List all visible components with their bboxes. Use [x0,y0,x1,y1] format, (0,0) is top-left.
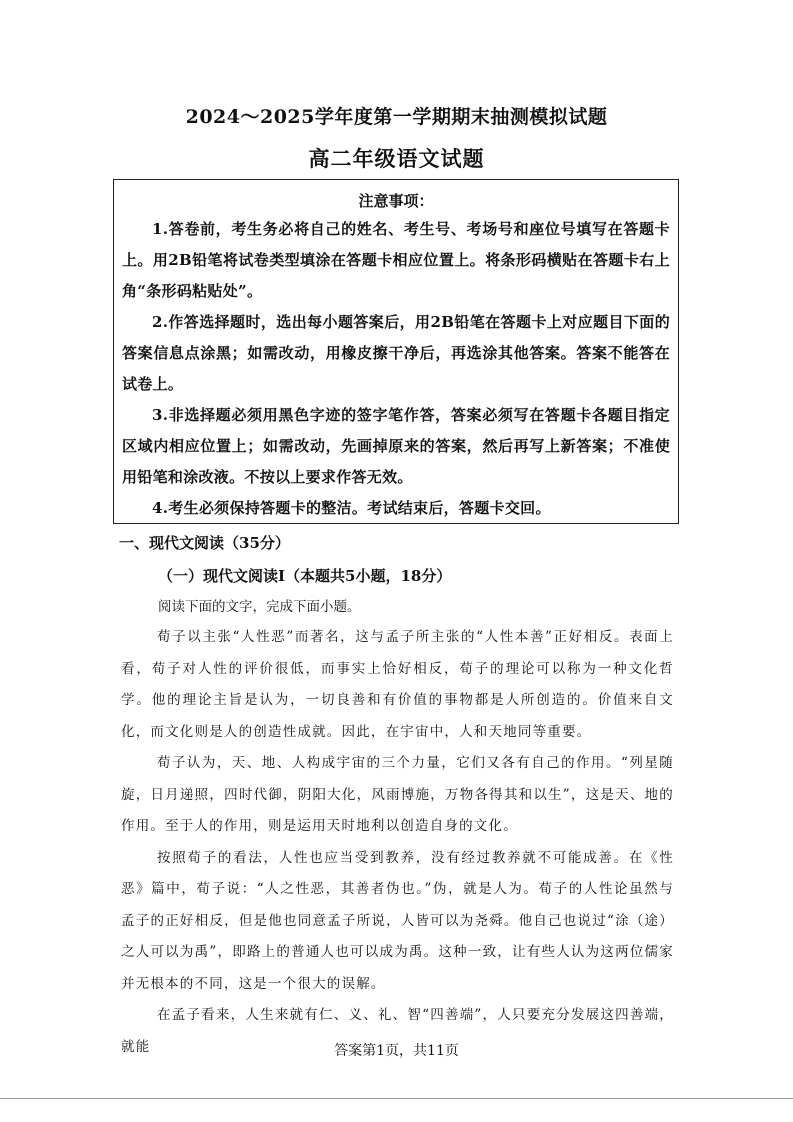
notice-box [113,179,679,524]
notice-item-2: 2.作答选择题时，选出每小题答案后，用2B铅笔在答题卡上对应题目下面的答案信息点涂黑；如需改动，用橡皮擦干净后，再选涂其他答案。答案不能答在试卷上。 [122,313,670,393]
section-heading: 一、现代文阅读（35分） [119,534,290,552]
subsection-heading: （一）现代文阅读Ⅰ（本题共5小题，18分） [158,567,452,585]
notice-item-1: 1.答卷前，考生务必将自己的姓名、考生号、考场号和座位号填写在答题卡上。用2B铅笔将试卷类型填涂在答题卡相应位置上。将条形码横贴在答题卡右上角“条形码粘贴处”。 [122,220,670,300]
notice-item-4: 4.考生必须保持答题卡的整洁。考试结束后，答题卡交回。 [152,499,551,517]
passage-paragraph-4: 在孟子看来，人生来就有仁、义、礼、智“四善端”，人只要充分发展这四善端，就能 [121,1007,674,1055]
exam-title: 2024～2025学年度第一学期期末抽测模拟试题 [185,106,608,128]
notice-heading: 注意事项： [358,192,434,210]
passage-paragraph-2: 荀子认为，天、地、人构成宇宙的三个力量，它们又各有自己的作用。“列星随旋，日月递照，四时代御，阴阳大化，风雨博施，万物各得其和以生”，这是天、地的作用。至于人的作用，则是运用天时地利以创造自身的文化。 [121,755,674,834]
bottom-divider [0,1098,793,1099]
passage-paragraph-3: 按照荀子的看法，人性也应当受到教养，没有经过教养就不可能成善。在《性恶》篇中，荀子说：“人之性恶，其善者伪也。”伪，就是人为。荀子的人性论虽然与孟子的正好相反，但是他也同意孟子所说，人皆可以为尧舜。他自己也说过“涂（途）之人可以为禹”，即路上的普通人也可以成为禹。这种一致，让有些人认为这两位儒家并无根本的不同，这是一个很大的误解。 [121,849,674,992]
passage-paragraph-1: 荀子以主张“人性恶”而著名，这与孟子所主张的“人性本善”正好相反。表面上看，荀子对人性的评价很低，而事实上恰好相反，荀子的理论可以称为一种文化哲学。他的理论主旨是认为，一切良善和有价值的事物都是人所创造的。价值来自文化，而文化则是人的创造性成就。因此，在宇宙中，人和天地同等重要。 [121,629,674,740]
page-footer: 答案第1页，共11页 [334,1043,459,1059]
reading-passage [121,622,674,1063]
exam-subtitle: 高二年级语文试题 [308,146,485,171]
reading-instruction: 阅读下面的文字，完成下面小题。 [158,599,361,615]
notice-item-3: 3.非选择题必须用黑色字迹的签字笔作答，答案必须写在答题卡各题目指定区域内相应位置上；如需改动，先画掉原来的答案，然后再写上新答案；不准使用铅笔和涂改液。不按以上要求作答无效。 [122,406,670,486]
